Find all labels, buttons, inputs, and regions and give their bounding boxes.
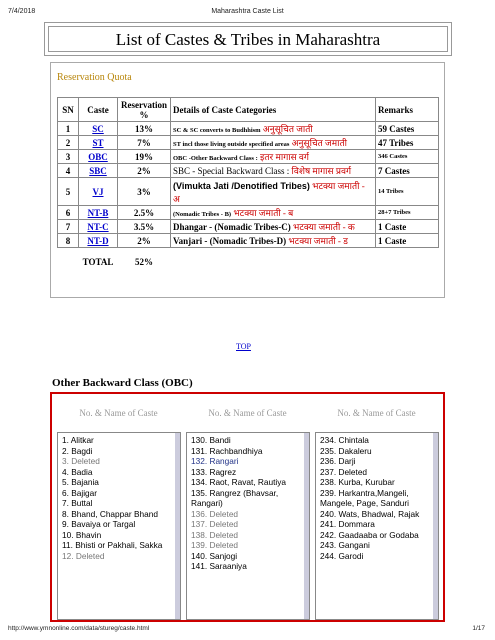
reservation-quota-panel <box>50 62 445 298</box>
detail: Vanjari - (Nomadic Tribes-D) <box>173 236 287 246</box>
caste-link-nt-d[interactable]: NT-D <box>87 235 109 246</box>
list-item: 5. Bajania <box>62 477 99 487</box>
caste-list-2[interactable] <box>186 432 310 620</box>
pct: 3% <box>118 178 171 206</box>
detail-dev: विशेष मागास प्रवर्ग <box>291 166 352 176</box>
list-item: 234. Chintala <box>320 435 369 445</box>
detail-dev: भटक्या जमाती - ड <box>288 236 348 246</box>
remarks: 59 Castes <box>376 122 439 136</box>
quota-heading: Reservation Quota <box>57 72 132 83</box>
list-item: 132. Rangari <box>191 456 239 466</box>
col-reservation: Reservation % <box>118 98 171 122</box>
caste-link-sc[interactable]: SC <box>92 123 104 134</box>
list-item: 236. Darji <box>320 456 356 466</box>
col-header-1: No. & Name of Caste <box>79 408 158 418</box>
list-item: 238. Kurba, Kurubar <box>320 477 395 487</box>
caste-list-3[interactable] <box>315 432 439 620</box>
list-item: 243. Gangani <box>320 540 370 550</box>
sn: 7 <box>58 220 79 234</box>
pct: 2% <box>118 234 171 248</box>
total-value: 52% <box>135 256 153 267</box>
table-row <box>58 220 439 234</box>
table-row <box>58 150 439 164</box>
total-row <box>58 248 439 276</box>
col-header-2: No. & Name of Caste <box>208 408 287 418</box>
list-item: 10. Bhavin <box>62 529 102 540</box>
list-item: 135. Rangrez (Bhavsar, Rangari) <box>191 487 279 508</box>
list-item: 11. Bhisti or Pakhali, Sakka <box>62 540 163 550</box>
pct: 3.5% <box>118 220 171 234</box>
detail-dev: भटक्या जमाती - क <box>293 222 355 232</box>
scrollbar[interactable] <box>175 433 180 619</box>
caste-link-obc[interactable]: OBC <box>88 151 108 162</box>
detail-dev: अनुसूचित जाती <box>262 124 313 134</box>
list-item: 130. Bandi <box>191 435 231 445</box>
table-row <box>58 136 439 150</box>
caste-link-vj[interactable]: VJ <box>92 186 104 197</box>
caste-link-nt-c[interactable]: NT-C <box>87 221 109 232</box>
col-caste: Caste <box>79 98 118 122</box>
list-item: 12. Deleted <box>62 550 105 561</box>
list-item: 8. Bhand, Chappar Bhand <box>62 508 158 519</box>
top-link[interactable]: TOP <box>236 342 251 351</box>
detail-dev: इतर मागास वर्ग <box>260 152 309 162</box>
col-sn: SN <box>58 98 79 122</box>
table-row <box>58 234 439 248</box>
obc-panel <box>50 392 445 622</box>
remarks: 14 Tribes <box>376 178 439 206</box>
caste-link-sbc[interactable]: SBC <box>89 165 107 176</box>
list-item: 4. Badia <box>62 466 93 477</box>
detail-dev: भटक्या जमाती - अ <box>173 180 365 204</box>
remarks: 28+7 Tribes <box>376 206 439 220</box>
list-item: 3. Deleted <box>62 456 100 466</box>
pct: 13% <box>118 122 171 136</box>
remarks: 346 Castes <box>376 150 439 164</box>
list-item: 2. Bagdi <box>62 445 93 456</box>
list-item: 241. Dommara <box>320 519 375 529</box>
page-number: 1/17 <box>472 625 485 632</box>
scrollbar[interactable] <box>304 433 309 619</box>
sn: 4 <box>58 164 79 178</box>
obc-heading: Other Backward Class (OBC) <box>52 377 193 389</box>
detail: OBC -Other Backward Class : <box>173 155 258 162</box>
list-item: 6. Bajigar <box>62 487 98 498</box>
quota-table <box>57 97 439 276</box>
caste-link-st[interactable]: ST <box>92 137 104 148</box>
list-item: 242. Gaadaaba or Godaba <box>320 529 419 540</box>
list-item: 239. Harkantra,Mangeli, Mangele, Page, Sanduri <box>320 487 410 508</box>
print-date: 7/4/2018 <box>8 8 36 15</box>
remarks: 47 Tribes <box>376 136 439 150</box>
sn: 6 <box>58 206 79 220</box>
list-item: 237. Deleted <box>320 466 368 477</box>
pct: 19% <box>118 150 171 164</box>
col-details: Details of Caste Categories <box>171 98 376 122</box>
page-url: http://www.ymnonline.com/data/stureg/caste.html <box>8 625 150 632</box>
list-item: 9. Bavaiya or Targal <box>62 519 136 529</box>
sn: 2 <box>58 136 79 150</box>
tab-title: Maharashtra Caste List <box>211 8 284 15</box>
col-header-3: No. & Name of Caste <box>337 408 416 418</box>
sn: 3 <box>58 150 79 164</box>
scrollbar[interactable] <box>433 433 438 619</box>
list-item: 138. Deleted <box>191 529 239 540</box>
list-item: 136. Deleted <box>191 508 239 519</box>
detail: Dhangar - (Nomadic Tribes-C) <box>173 222 291 232</box>
list-item: 131. Rachbandhiya <box>191 445 263 456</box>
pct: 2% <box>118 164 171 178</box>
detail: SC & SC converts to Budhhism <box>173 127 261 134</box>
list-item: 141. Saraaniya <box>191 561 247 571</box>
detail: (Nomadic Tribes - B) <box>173 211 232 218</box>
list-item: 134. Raot, Ravat, Rautiya <box>191 477 287 487</box>
list-item: 235. Dakaleru <box>320 445 372 456</box>
table-row <box>58 206 439 220</box>
detail: (Vimukta Jati /Denotified Tribes) <box>173 180 310 191</box>
caste-link-nt-b[interactable]: NT-B <box>87 207 109 218</box>
list-item: 244. Garodi <box>320 550 364 561</box>
list-item: 7. Buttal <box>62 498 93 508</box>
remarks: 1 Caste <box>376 234 439 248</box>
table-row <box>58 164 439 178</box>
list-item: 139. Deleted <box>191 540 239 550</box>
sn: 5 <box>58 178 79 206</box>
table-row <box>58 178 439 206</box>
table-row <box>58 122 439 136</box>
list-item: 133. Ragrez <box>191 466 237 477</box>
remarks: 7 Castes <box>376 164 439 178</box>
pct: 7% <box>118 136 171 150</box>
col-remarks: Remarks <box>376 98 439 122</box>
caste-list-1[interactable] <box>57 432 181 620</box>
total-label: TOTAL <box>82 256 114 267</box>
detail: ST incl those living outside specified areas <box>173 141 290 148</box>
list-item: 240. Wats, Bhadwal, Rajak <box>320 508 420 519</box>
detail: SBC - Special Backward Class : <box>173 166 290 176</box>
list-item: 137. Deleted <box>191 519 239 529</box>
sn: 8 <box>58 234 79 248</box>
detail-dev: भटक्या जमाती - ब <box>233 208 294 218</box>
title-box <box>44 22 452 56</box>
page-title: List of Castes & Tribes in Maharashtra <box>48 26 448 52</box>
sn: 1 <box>58 122 79 136</box>
pct: 2.5% <box>118 206 171 220</box>
list-item: 1. Alitkar <box>62 435 94 445</box>
remarks: 1 Caste <box>376 220 439 234</box>
list-item: 140. Sanjogi <box>191 550 238 561</box>
detail-dev: अनुसूचित जमाती <box>291 138 347 148</box>
